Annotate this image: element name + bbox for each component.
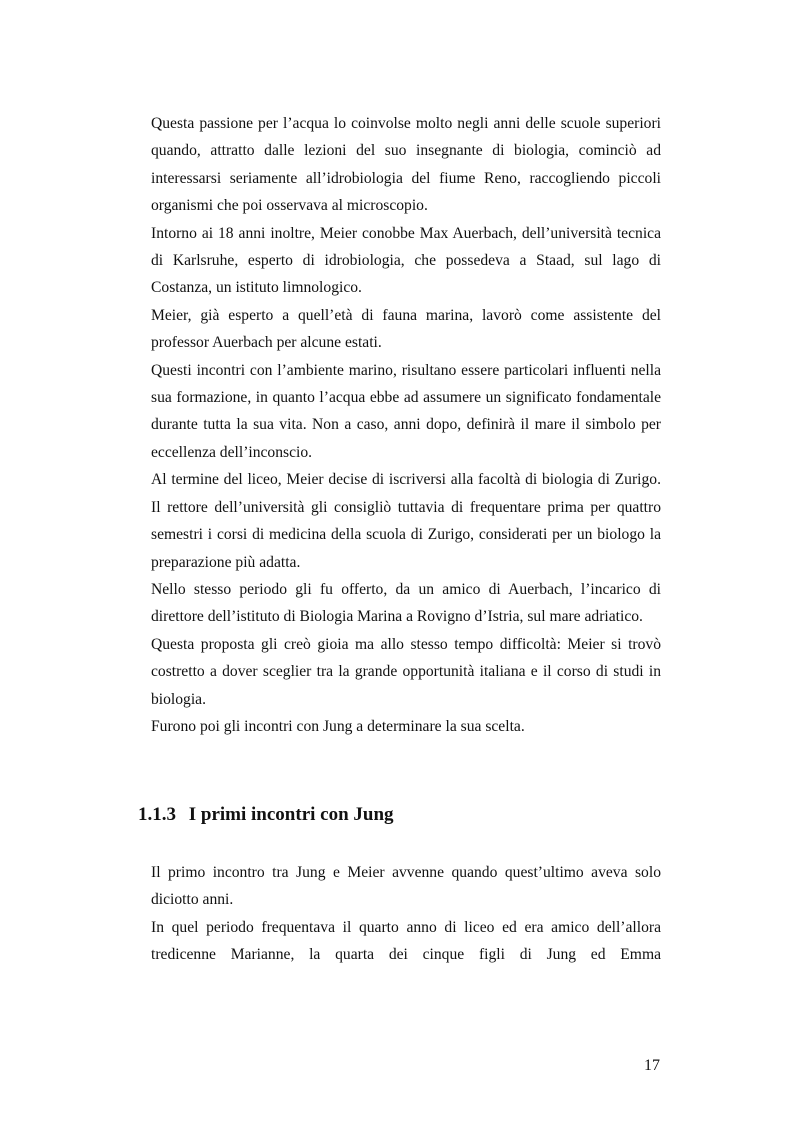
paragraph: Il primo incontro tra Jung e Meier avvenne quando quest’ultimo aveva solo diciotto anni.: [151, 864, 661, 909]
paragraph: Nello stesso periodo gli fu offerto, da un amico di Auerbach, l’incarico di direttore dell’istituto di Biologia Marina a Rovigno d’Istria, sul mare adriatico.: [151, 580, 661, 626]
body-text-bottom: [151, 859, 661, 969]
section-number: 1.1.3: [138, 804, 176, 825]
paragraph: Questi incontri con l’ambiente marino, risultano essere particolari influenti nella sua formazione, in quanto l’acqua ebbe ad assumere un significato fondamentale durante tutta la sua vita. Non a caso, anni dopo, definirà il mare il simbolo per eccellenza dell’inconscio.: [151, 361, 661, 461]
paragraph: Meier, già esperto a quell’età di fauna marina, lavorò come assistente del professor Auerbach per alcune estati.: [151, 306, 661, 352]
section-heading: [138, 801, 394, 829]
paragraph: Intorno ai 18 anni inoltre, Meier conobbe Max Auerbach, dell’università tecnica di Karlsruhe, esperto di idrobiologia, che possedeva a Staad, sul lago di Costanza, un istituto limnologico.: [151, 224, 661, 297]
section-title: I primi incontri con Jung: [188, 804, 394, 825]
paragraph: Furono poi gli incontri con Jung a determinare la sua scelta.: [151, 717, 525, 735]
paragraph: Questa proposta gli creò gioia ma allo stesso tempo difficoltà: Meier si trovò costretto a dover sceglier tra la grande opportunità italiana e il corso di studi in biologia.: [151, 635, 661, 708]
page-number: 17: [644, 1057, 660, 1074]
body-text-top: [151, 110, 661, 740]
paragraph: Questa passione per l’acqua lo coinvolse molto negli anni delle scuole superiori quando, attratto dalle lezioni del suo insegnante di biologia, cominciò ad interessarsi seriamente all’idrobiologia del fiume Reno, raccogliendo piccoli organismi che poi osservava al microscopio.: [151, 115, 661, 215]
paragraph: Al termine del liceo, Meier decise di iscriversi alla facoltà di biologia di Zurigo. Il rettore dell’università gli consigliò tuttavia di frequentare prima per quattro semestri i corsi di medicina della scuola di Zurigo, considerati per un biologo la preparazione più adatta.: [151, 471, 661, 571]
paragraph: In quel periodo frequentava il quarto anno di liceo ed era amico dell’allora tredicenne Marianne, la quarta dei cinque figli di Jung ed Emma: [151, 918, 661, 964]
